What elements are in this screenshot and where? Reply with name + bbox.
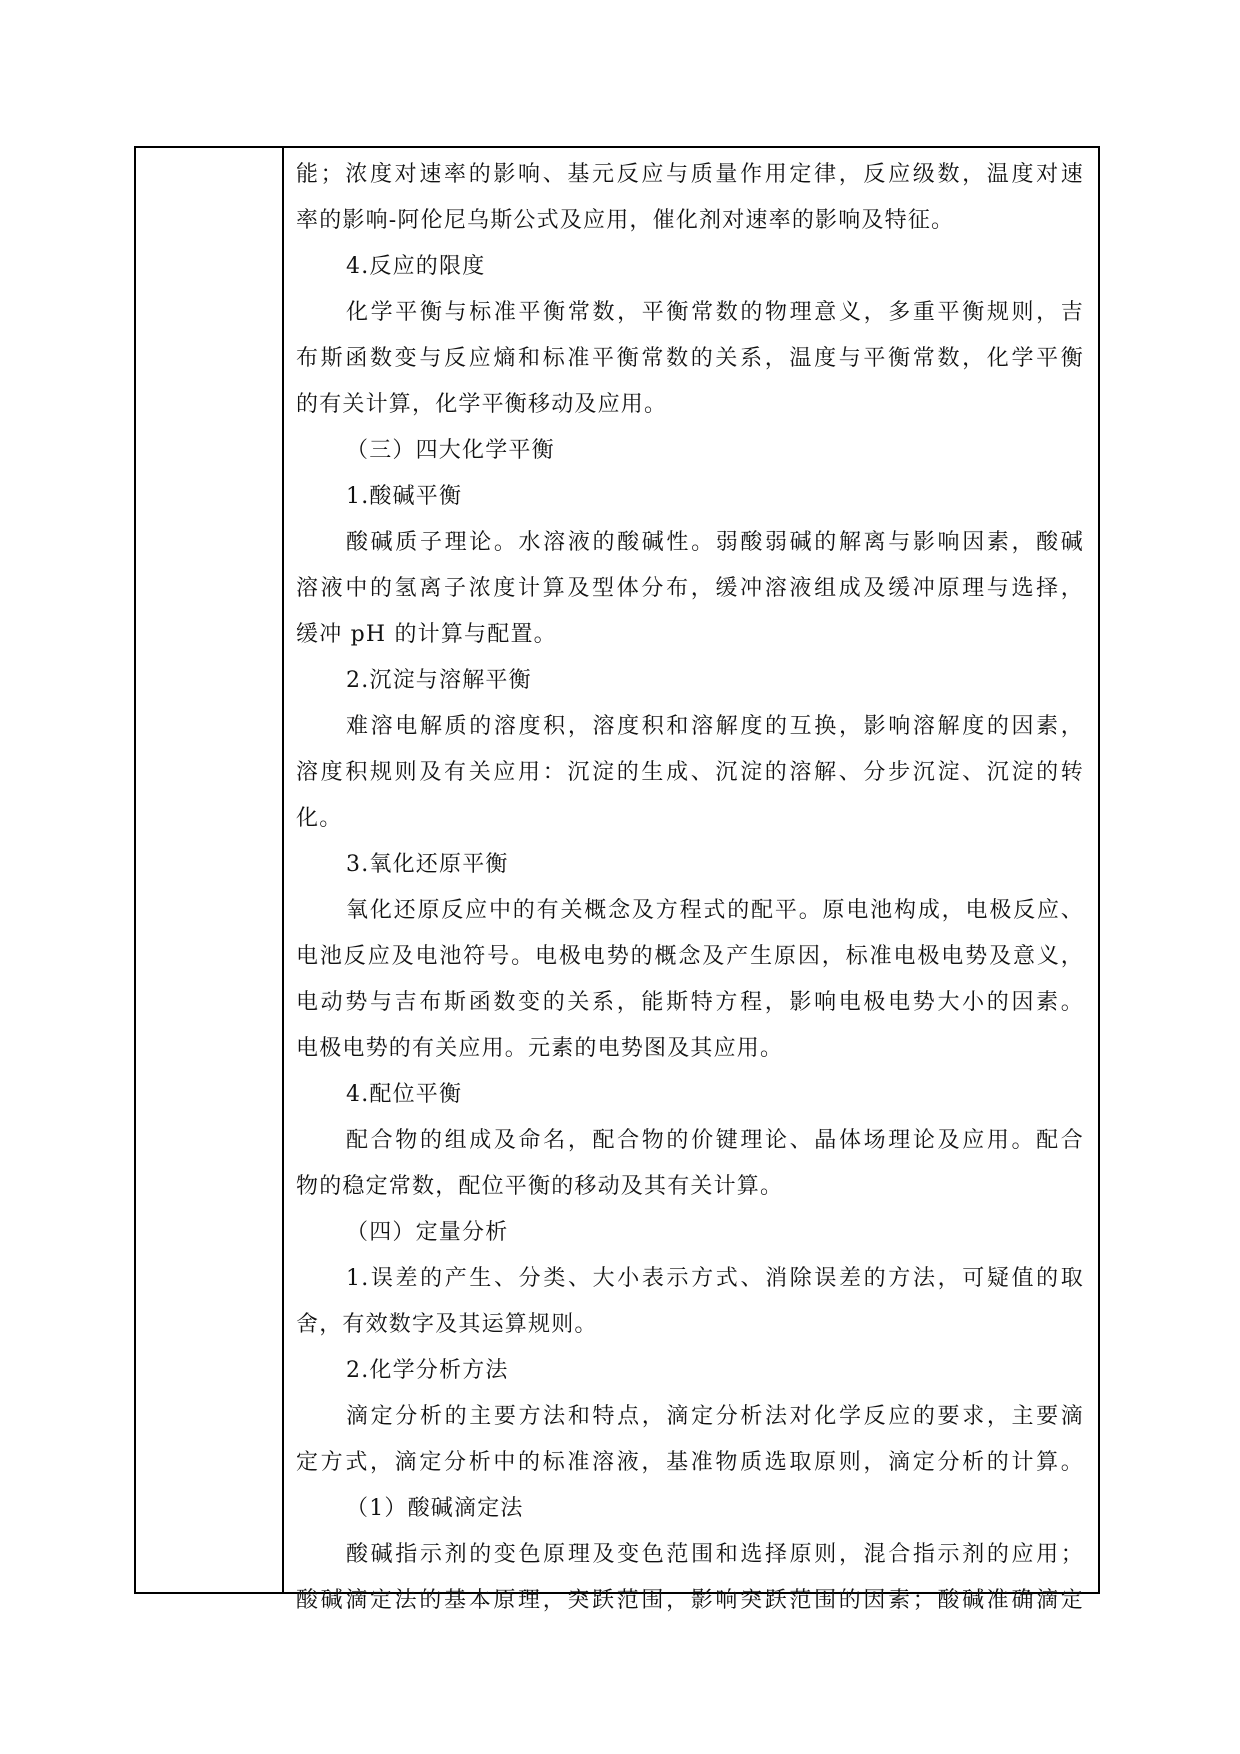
text-line: 4.配位平衡: [346, 1082, 463, 1107]
text-line: 电极电势的有关应用。元素的电势图及其应用。: [296, 1036, 784, 1061]
text-line: 率的影响-阿伦尼乌斯公式及应用，催化剂对速率的影响及特征。: [296, 208, 955, 233]
text-line: 配合物的组成及命名，配合物的价键理论、晶体场理论及应用。配合: [346, 1128, 1084, 1153]
text-line: 3.氧化还原平衡: [346, 852, 509, 877]
text-line: 布斯函数变与反应熵和标准平衡常数的关系，温度与平衡常数，化学平衡: [296, 346, 1084, 371]
text-line: 难溶电解质的溶度积，溶度积和溶解度的互换，影响溶解度的因素，: [346, 714, 1084, 739]
text-line: 氧化还原反应中的有关概念及方程式的配平。原电池构成，电极反应、: [346, 898, 1084, 923]
text-line: 2.沉淀与溶解平衡: [346, 668, 532, 693]
text-line: （三）四大化学平衡: [346, 438, 555, 463]
text-line: （1）酸碱滴定法: [346, 1496, 524, 1521]
text-line: 电动势与吉布斯函数变的关系，能斯特方程，影响电极电势大小的因素。: [296, 990, 1084, 1015]
text-line: 酸碱指示剂的变色原理及变色范围和选择原则，混合指示剂的应用；: [346, 1542, 1084, 1567]
text-line: 缓冲 pH 的计算与配置。: [296, 622, 557, 647]
text-line: 化学平衡与标准平衡常数，平衡常数的物理意义，多重平衡规则，吉: [346, 300, 1084, 325]
text-line: 物的稳定常数，配位平衡的移动及其有关计算。: [296, 1174, 784, 1199]
text-line: （四）定量分析: [346, 1220, 509, 1245]
text-line: 化。: [296, 806, 343, 831]
text-line: 电池反应及电池符号。电极电势的概念及产生原因，标准电极电势及意义，: [296, 944, 1084, 969]
text-line: 溶度积规则及有关应用：沉淀的生成、沉淀的溶解、分步沉淀、沉淀的转: [296, 760, 1084, 785]
content-table: [134, 146, 1100, 1613]
text-line: 舍，有效数字及其运算规则。: [296, 1312, 598, 1337]
text-line: 酸碱滴定法的基本原理，突跃范围，影响突跃范围的因素；酸碱准确滴定: [296, 1588, 1084, 1613]
table-content-cell: [284, 148, 1098, 1613]
table-left-cell: [136, 148, 284, 1592]
text-line: 定方式，滴定分析中的标准溶液，基准物质选取原则，滴定分析的计算。: [296, 1450, 1084, 1475]
text-line: 2.化学分析方法: [346, 1358, 509, 1383]
text-line: 能；浓度对速率的影响、基元反应与质量作用定律，反应级数，温度对速: [296, 162, 1084, 187]
text-line: 4.反应的限度: [346, 254, 486, 279]
text-line: 1.误差的产生、分类、大小表示方式、消除误差的方法，可疑值的取: [346, 1266, 1084, 1291]
text-line: 滴定分析的主要方法和特点，滴定分析法对化学反应的要求，主要滴: [346, 1404, 1084, 1429]
text-line: 酸碱质子理论。水溶液的酸碱性。弱酸弱碱的解离与影响因素，酸碱: [346, 530, 1084, 555]
text-line: 1.酸碱平衡: [346, 484, 463, 509]
text-line: 溶液中的氢离子浓度计算及型体分布，缓冲溶液组成及缓冲原理与选择，: [296, 576, 1084, 601]
text-line: 的有关计算，化学平衡移动及应用。: [296, 392, 668, 417]
